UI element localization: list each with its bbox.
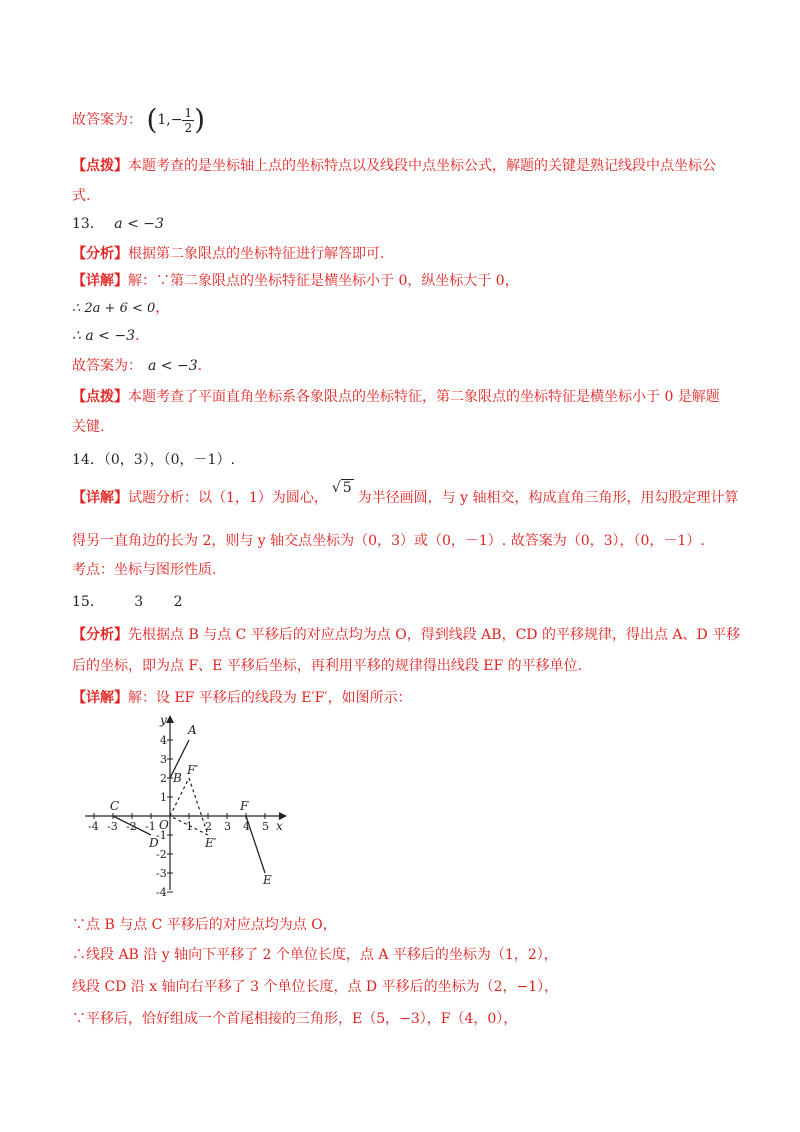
y-tick-label: 4 [160,734,167,747]
q12-answer-line: 故答案为： (1,− $\frac{1}{2}$ ) [72,103,206,136]
q14-header: 14．（0，3），（0，－1）. [72,452,235,468]
y-tick-label: -2 [156,848,167,861]
x-tick-label: 4 [243,820,250,833]
coordinate-figure [80,712,300,902]
q13-tip-line1: 【点拨】本题考查了平面直角坐标系各象限点的坐标特征，第二象限点的坐标特征是横坐标小于 0 是解题 [72,389,720,405]
q13-detail: 【详解】解：∵第二象限点的坐标特征是横坐标小于 0，纵坐标大于 0， [72,273,519,289]
x-tick-label: -4 [88,820,99,833]
y-tick-label: -3 [156,867,167,880]
q13-tip-line2: 关键. [72,419,105,435]
q14-detail-line2: 得另一直角边的长为 2，则与 y 轴交点坐标为（0，3）或（0，－1）. 故答案为（0，3），（0，－1）. [72,533,705,549]
q12-answer-prefix: 故答案为： [72,112,142,128]
q13-step2: ∴ a < −3. [72,328,140,344]
q13-analysis: 【分析】根据第二象限点的坐标特征进行解答即可. [72,246,385,262]
q13-final-answer: 故答案为： a < −3. [72,358,203,374]
q15-line1: ∵点 B 与点 C 平移后的对应点均为点 O， [72,917,337,933]
y-tick-label: 1 [160,791,167,804]
q14-answer: （0，3），（0，－1）. [103,452,235,468]
q13-header [72,214,164,234]
q15-detail: 【详解】解：设 EF 平移后的线段为 E′F′，如图所示： [72,690,412,706]
label-e-prime: E′ [205,836,217,850]
y-axis-label: y [160,713,167,727]
label-e: E [263,873,272,887]
q15-answer-2: 2 [173,594,183,610]
q15-analysis-line2: 后的坐标，即为点 F、E 平移后坐标，再利用平移的规律得出线段 EF 的平移单位. [72,658,583,674]
origin-label: O [159,818,169,832]
x-tick-label: -2 [126,820,137,833]
x-axis-label: x [276,819,283,833]
y-axis-arrow [166,715,174,723]
y-tick-label: 3 [160,753,167,766]
q15-answer-1: 3 [134,594,144,610]
q13-number: 13． [72,216,104,232]
q15-line3: 线段 CD 沿 x 轴向右平移了 3 个单位长度，点 D 平移后的坐标为（2，−1）， [72,979,559,995]
q14-detail-line1: 【详解】试题分析：以（1，1）为圆心，√ 5为半径画圆，与 y 轴相交，构成直角三角形，用勾股定理计算 [72,480,739,506]
label-f: F [240,799,249,813]
q13-answer: a < −3 [114,216,164,232]
y-tick-label: 2 [160,772,167,785]
x-tick-label: 3 [224,820,231,833]
q14-kaodian: 考点：坐标与图形性质. [72,562,217,578]
label-f-prime: F′ [187,763,199,777]
q12-answer-fraction: $\frac{1}{2}$ [184,105,193,135]
q13-step1: ∴ 2a + 6 < 0， [72,300,170,316]
q15-header: 15． 3 2 [72,594,183,610]
q15-line4: ∵平移后，恰好组成一个首尾相接的三角形，E（5，−3），F（4，0）， [72,1011,518,1027]
x-tick-label: -1 [145,820,156,833]
label-a: A [188,723,197,737]
x-tick-label: 5 [262,820,269,833]
x-tick-label: 2 [205,820,212,833]
q12-tip-line2: 式. [72,188,91,204]
x-tick-label: 1 [186,820,193,833]
q15-analysis-line1: 【分析】先根据点 B 与点 C 平移后的对应点均为点 O，得到线段 AB，CD 的平移规律，得出点 A、D 平移 [72,627,741,643]
label-d: D [149,836,159,850]
x-tick-label: -3 [107,820,118,833]
y-tick-label: -4 [156,886,167,899]
q12-tip-tag: 【点拨】 [72,158,128,174]
y-tick-label: -1 [156,829,167,842]
q12-tip-line1: 【点拨】本题考查的是坐标轴上点的坐标特点以及线段中点坐标公式，解题的关键是熟记线段中点坐标公 [72,158,716,174]
q15-line2: ∴线段 AB 沿 y 轴向下平移了 2 个单位长度，点 A 平移后的坐标为（1，2）， [72,947,558,963]
q12-answer-a: 1, [157,112,171,128]
label-b: B [173,771,182,785]
q14-sqrt: √ 5 [331,480,352,496]
label-c: C [110,799,120,813]
